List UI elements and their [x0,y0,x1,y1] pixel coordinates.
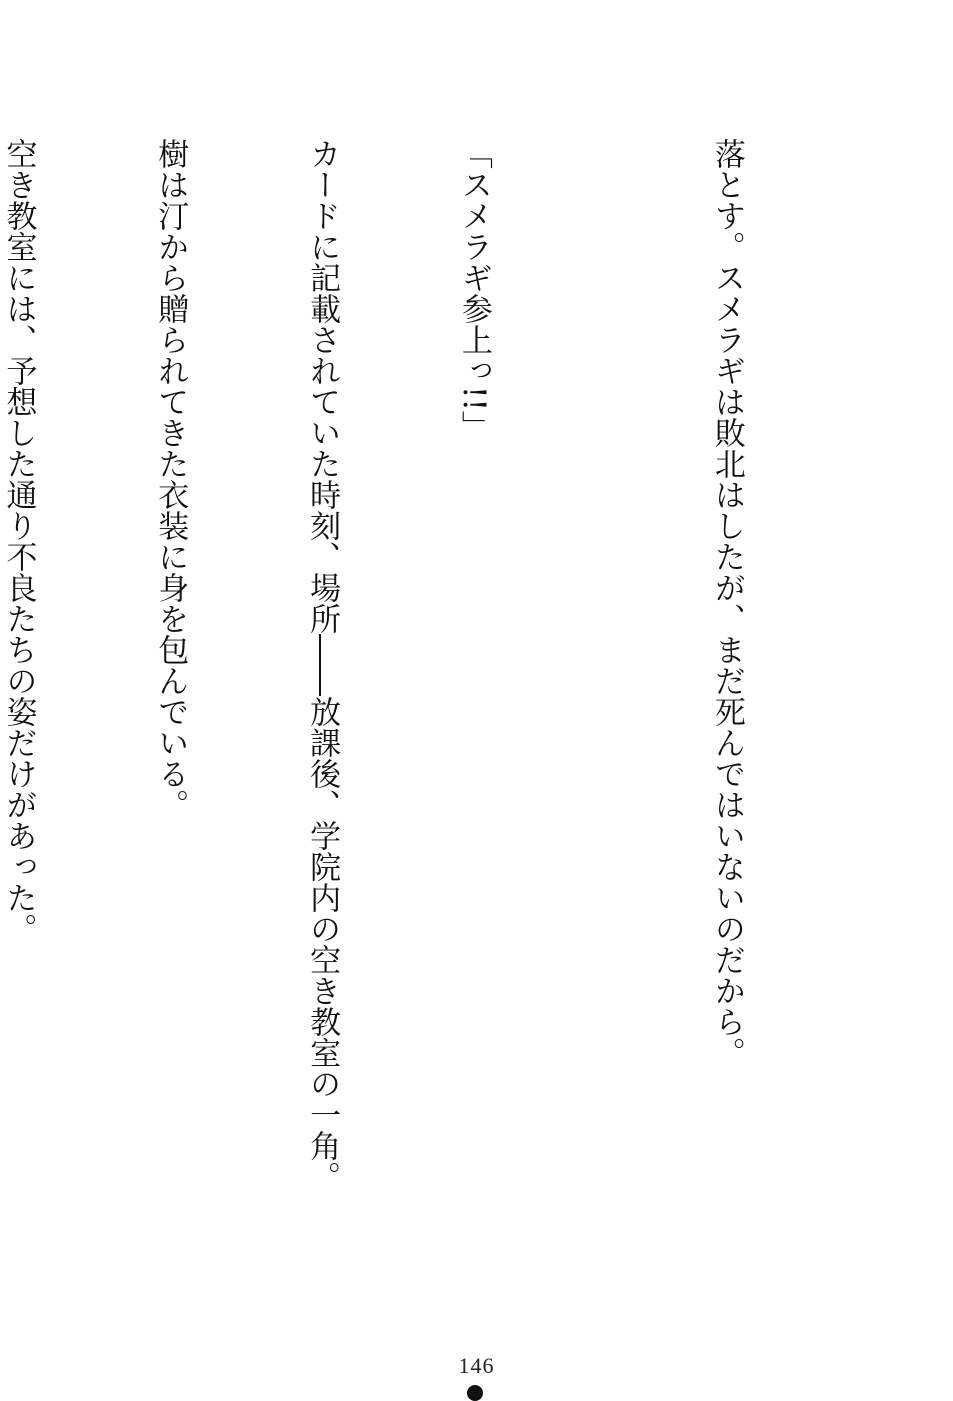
text-line: 「スメラギ参上っ!!」 [455,138,492,442]
body-text [0,138,853,1318]
text-line: 落とす。スメラギは敗北はしたが、まだ死んではいないのだから。 [708,138,745,1068]
text-line: 樹は汀から贈られてきた衣装に身を包んでいる。 [152,138,189,820]
text-line: カードに記載されていた時刻、場所――放課後、学院内の空き教室の一角。 [304,138,341,1192]
page-marker-dot-icon [467,1385,483,1401]
text-line: 空き教室には、予想した通り不良たちの姿だけがあった。 [0,138,37,944]
page-number: 146 [458,1353,495,1378]
